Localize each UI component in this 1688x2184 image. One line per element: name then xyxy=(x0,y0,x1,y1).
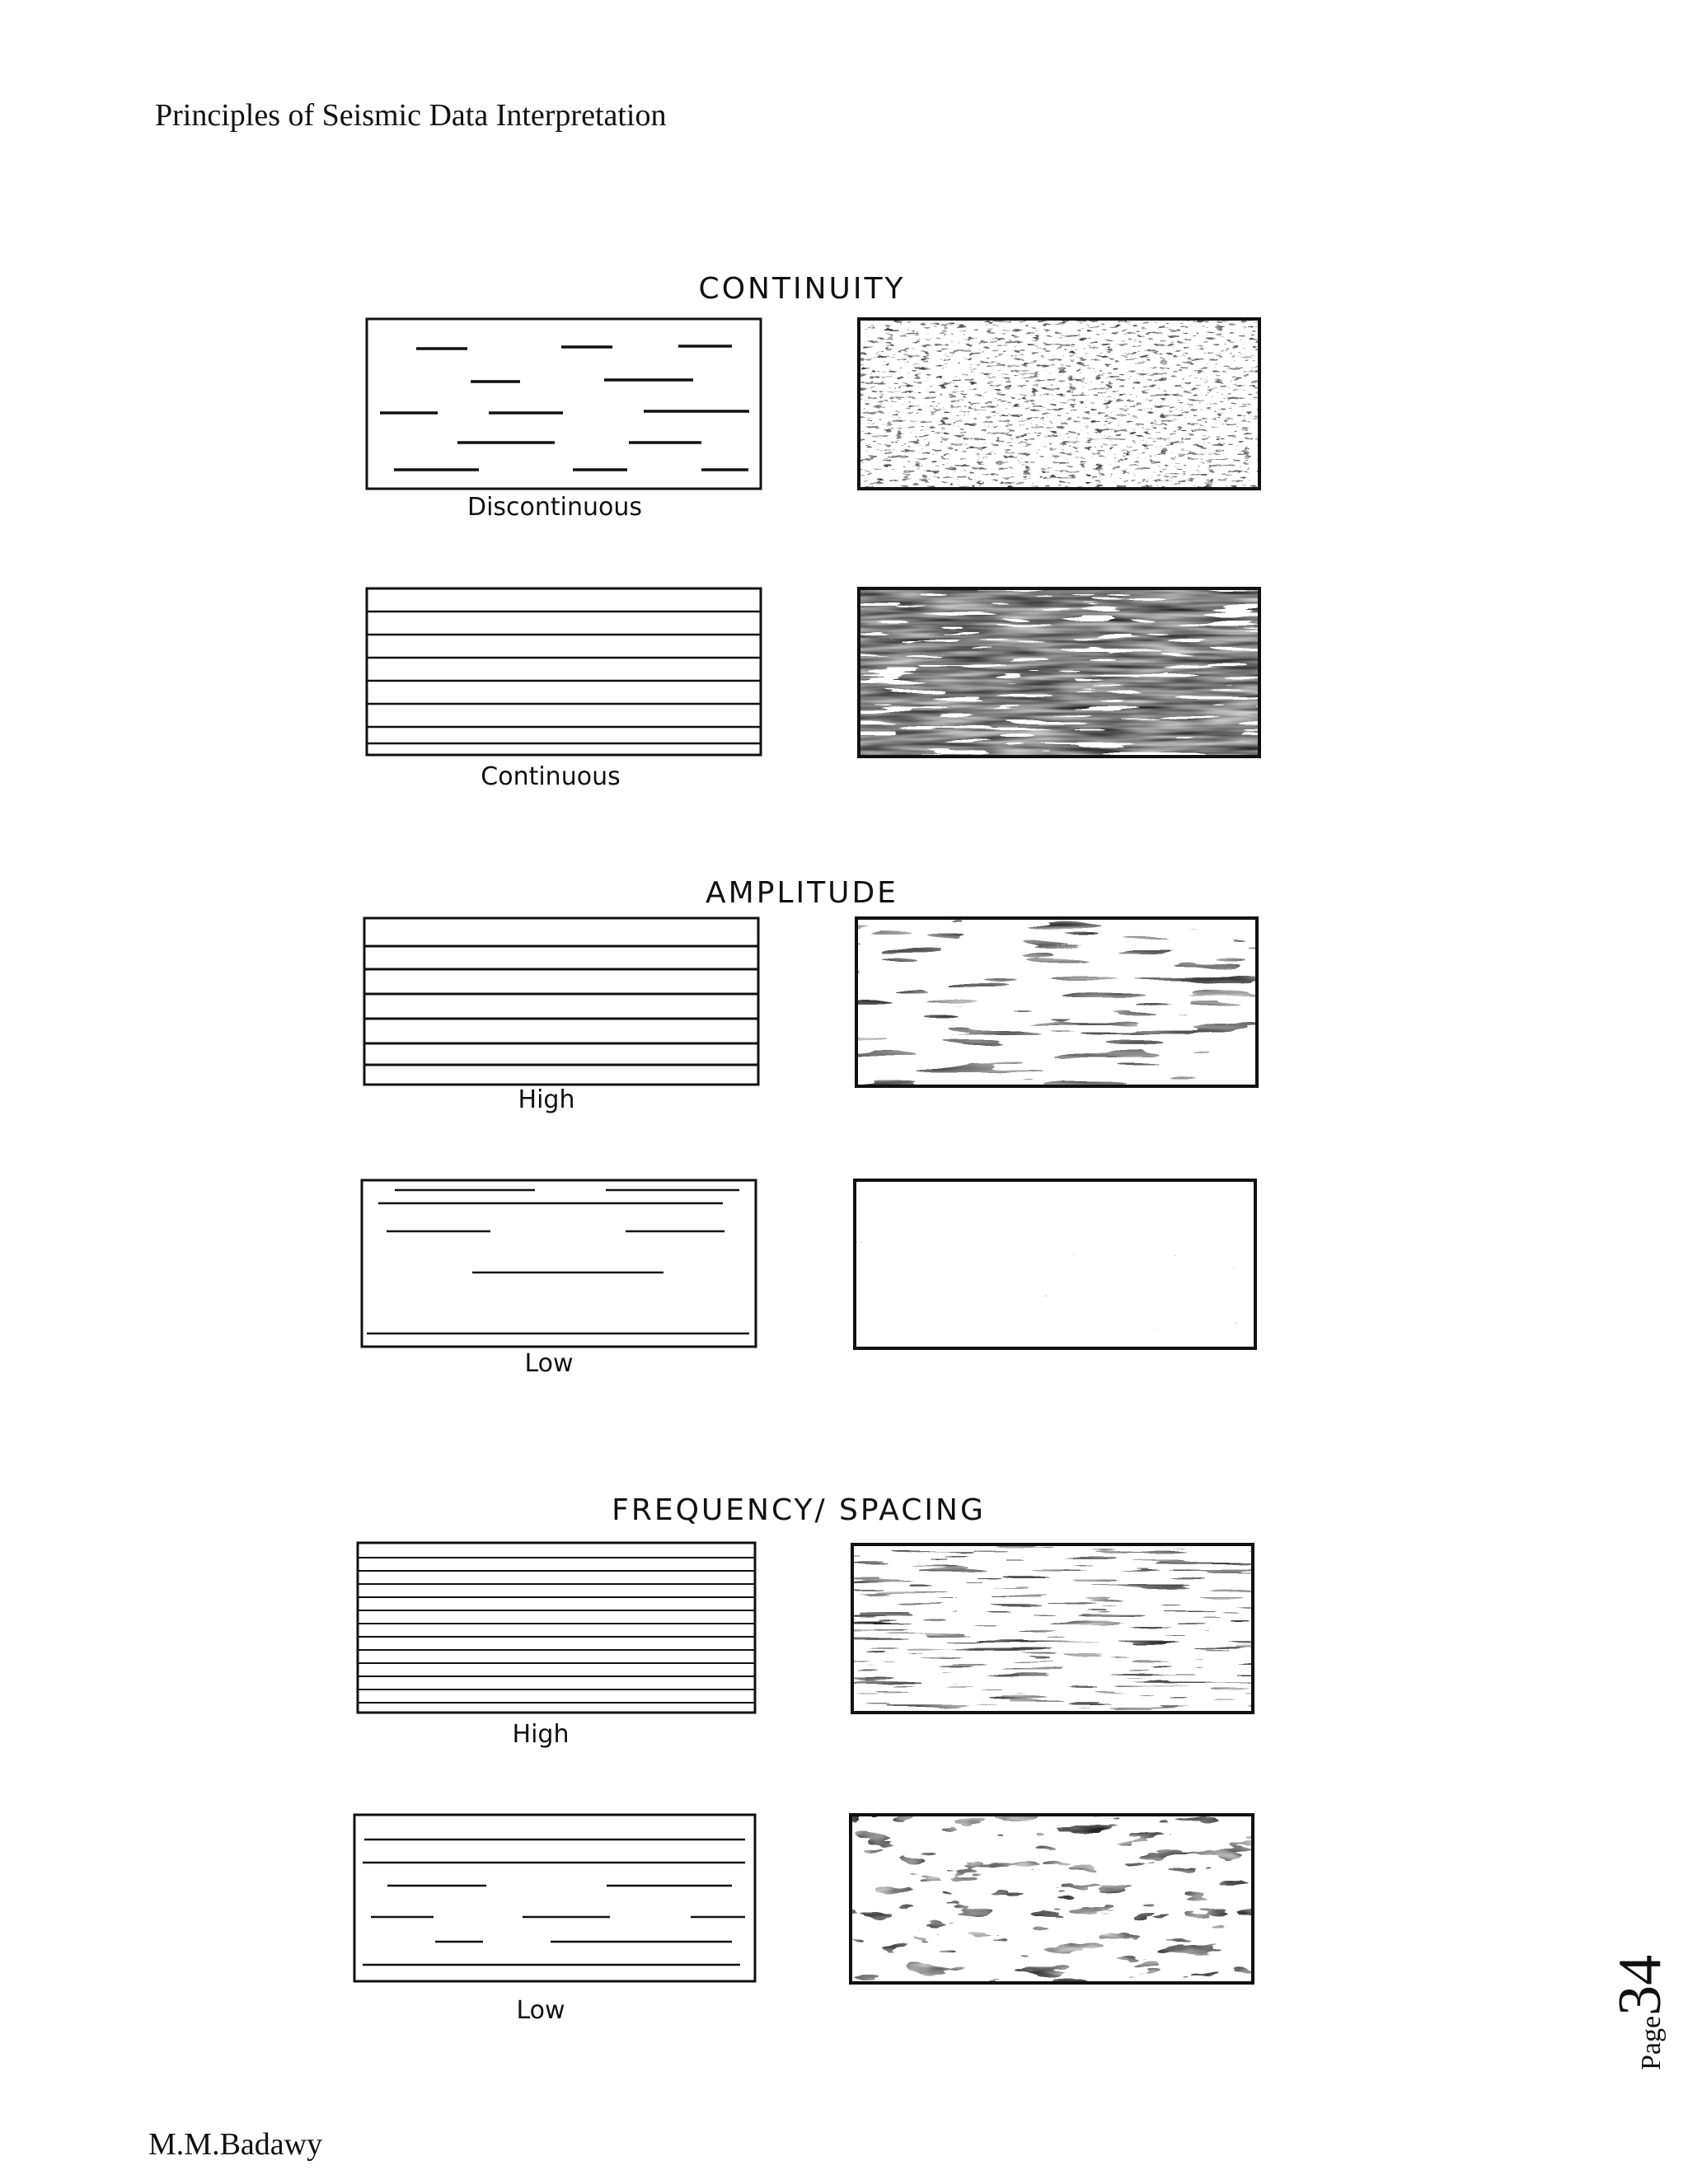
schematic-amplitude-high xyxy=(363,916,760,1086)
caption-amplitude-low: Low xyxy=(524,1349,574,1378)
page-number xyxy=(1581,1929,1672,2077)
seismic-section-high-frequency xyxy=(851,1543,1254,1714)
schematic-frequency-low xyxy=(353,1813,757,1983)
schematic-amplitude-low xyxy=(360,1179,757,1348)
seismic-section-chaotic xyxy=(857,317,1261,490)
schematic-frequency-high xyxy=(356,1541,757,1714)
seismic-section-low-frequency xyxy=(849,1813,1254,1985)
seismic-section-low-amplitude xyxy=(853,1179,1257,1350)
seismic-section-continuous xyxy=(857,587,1261,758)
caption-amplitude-high: High xyxy=(518,1085,575,1114)
caption-frequency-high: High xyxy=(512,1720,570,1749)
page-number-value: 34 xyxy=(1606,1954,1674,2016)
footer-author: M.M.Badawy xyxy=(148,2127,323,2162)
seismic-section-high-amplitude xyxy=(855,916,1259,1088)
caption-continuous: Continuous xyxy=(481,762,621,791)
caption-discontinuous: Discontinuous xyxy=(467,493,643,522)
page-word: Page xyxy=(1636,2015,1667,2070)
section-title-frequency-spacing: FREQUENCY/ SPACING xyxy=(612,1493,986,1527)
section-title-amplitude: AMPLITUDE xyxy=(706,876,898,910)
section-title-continuity: CONTINUITY xyxy=(698,272,906,306)
schematic-discontinuous xyxy=(365,317,762,490)
running-header-title: Principles of Seismic Data Interpretation xyxy=(155,98,667,133)
caption-frequency-low: Low xyxy=(516,1996,565,2025)
schematic-continuous xyxy=(365,587,762,757)
